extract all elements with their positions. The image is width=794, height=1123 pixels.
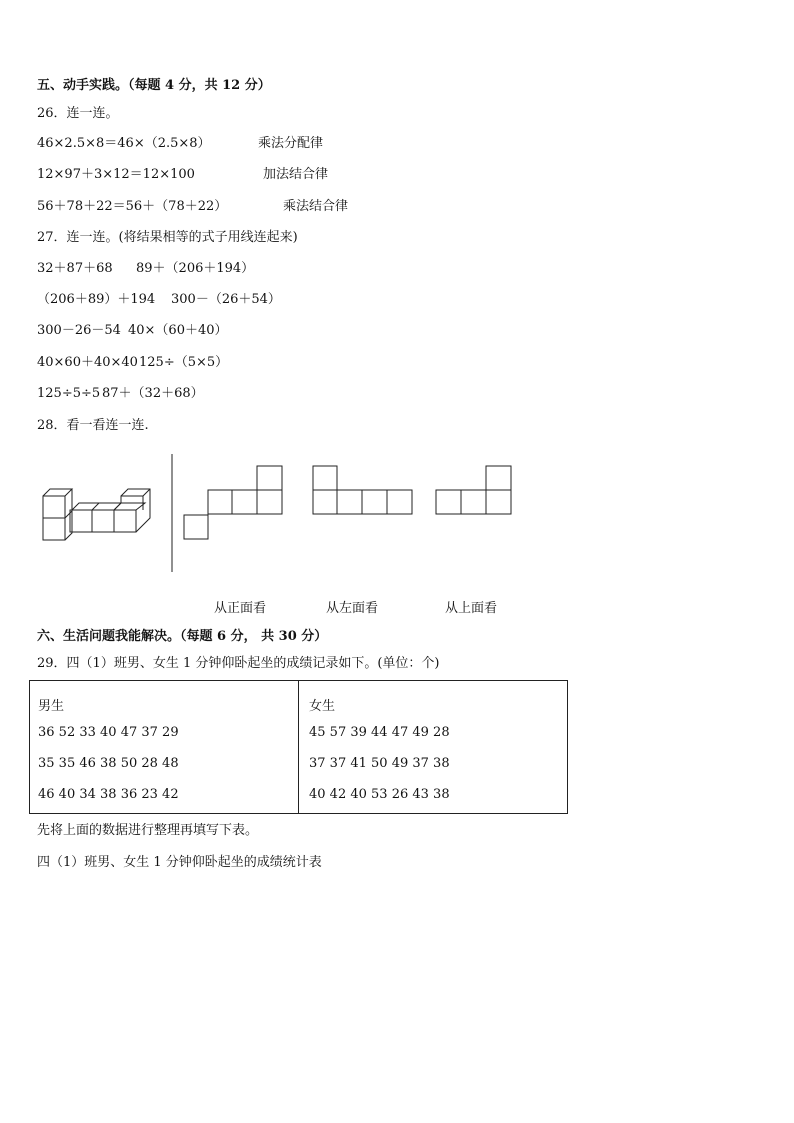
q27-right-1: 89＋（206＋194） <box>136 261 255 276</box>
boys-row-3: 46 40 34 38 36 23 42 <box>38 787 179 802</box>
q27-right-4: 125÷（5×5） <box>139 355 229 370</box>
q27-left-4: 40×60＋40×40 <box>37 355 138 370</box>
q26-law-2: 加法结合律 <box>263 167 329 182</box>
girls-row-3: 40 42 40 53 26 43 38 <box>309 787 450 802</box>
girls-row-1: 45 57 39 44 47 49 28 <box>309 725 450 740</box>
view-option-b <box>313 466 412 514</box>
q29-title: 29．四（1）班男、女生 1 分钟仰卧起坐的成绩记录如下。(单位：个) <box>37 656 440 671</box>
q28-title: 28．看一看连一连. <box>37 418 149 433</box>
q27-title: 27．连一连。(将结果相等的式子用线连起来) <box>37 230 298 245</box>
q27-left-2: （206＋89）＋194 <box>37 292 156 307</box>
section6-heading: 六、生活问题我能解决。（每题 6 分， 共 30 分） <box>37 629 328 644</box>
q27-right-2: 300－（26＋54） <box>171 292 281 307</box>
q26-law-3: 乘法结合律 <box>283 199 349 214</box>
q26-law-1: 乘法分配律 <box>258 136 324 151</box>
view-figure <box>30 452 530 582</box>
view-option-a <box>184 466 282 539</box>
boys-row-1: 36 52 33 40 47 37 29 <box>38 725 179 740</box>
q27-left-1: 32＋87＋68 <box>37 261 113 276</box>
q27-left-3: 300－26－54 <box>37 323 121 338</box>
view-label-front: 从正面看 <box>214 601 267 616</box>
q26-title: 26．连一连。 <box>37 106 119 121</box>
q27-right-5: 87＋（32＋68） <box>102 386 204 401</box>
view-label-left: 从左面看 <box>326 601 379 616</box>
cube-solid <box>43 489 150 540</box>
girls-row-2: 37 37 41 50 49 37 38 <box>309 756 450 771</box>
q29-table-title: 四（1）班男、女生 1 分钟仰卧起坐的成绩统计表 <box>37 855 322 870</box>
boys-row-2: 35 35 46 38 50 28 48 <box>38 756 179 771</box>
boys-header: 男生 <box>38 699 65 714</box>
q26-expr-1: 46×2.5×8＝46×（2.5×8） <box>37 136 211 151</box>
q27-left-5: 125÷5÷5 <box>37 386 101 401</box>
q27-right-3: 40×（60＋40） <box>128 323 228 338</box>
q29-instruction: 先将上面的数据进行整理再填写下表。 <box>37 823 259 838</box>
view-option-c <box>436 466 511 514</box>
view-label-top: 从上面看 <box>445 601 498 616</box>
section5-heading: 五、动手实践。（每题 4 分，共 12 分） <box>37 78 271 93</box>
girls-header: 女生 <box>309 699 336 714</box>
table-divider <box>298 681 299 813</box>
score-record-table <box>29 680 568 814</box>
q26-expr-3: 56＋78＋22＝56＋（78＋22） <box>37 199 228 214</box>
q26-expr-2: 12×97＋3×12＝12×100 <box>37 167 195 182</box>
